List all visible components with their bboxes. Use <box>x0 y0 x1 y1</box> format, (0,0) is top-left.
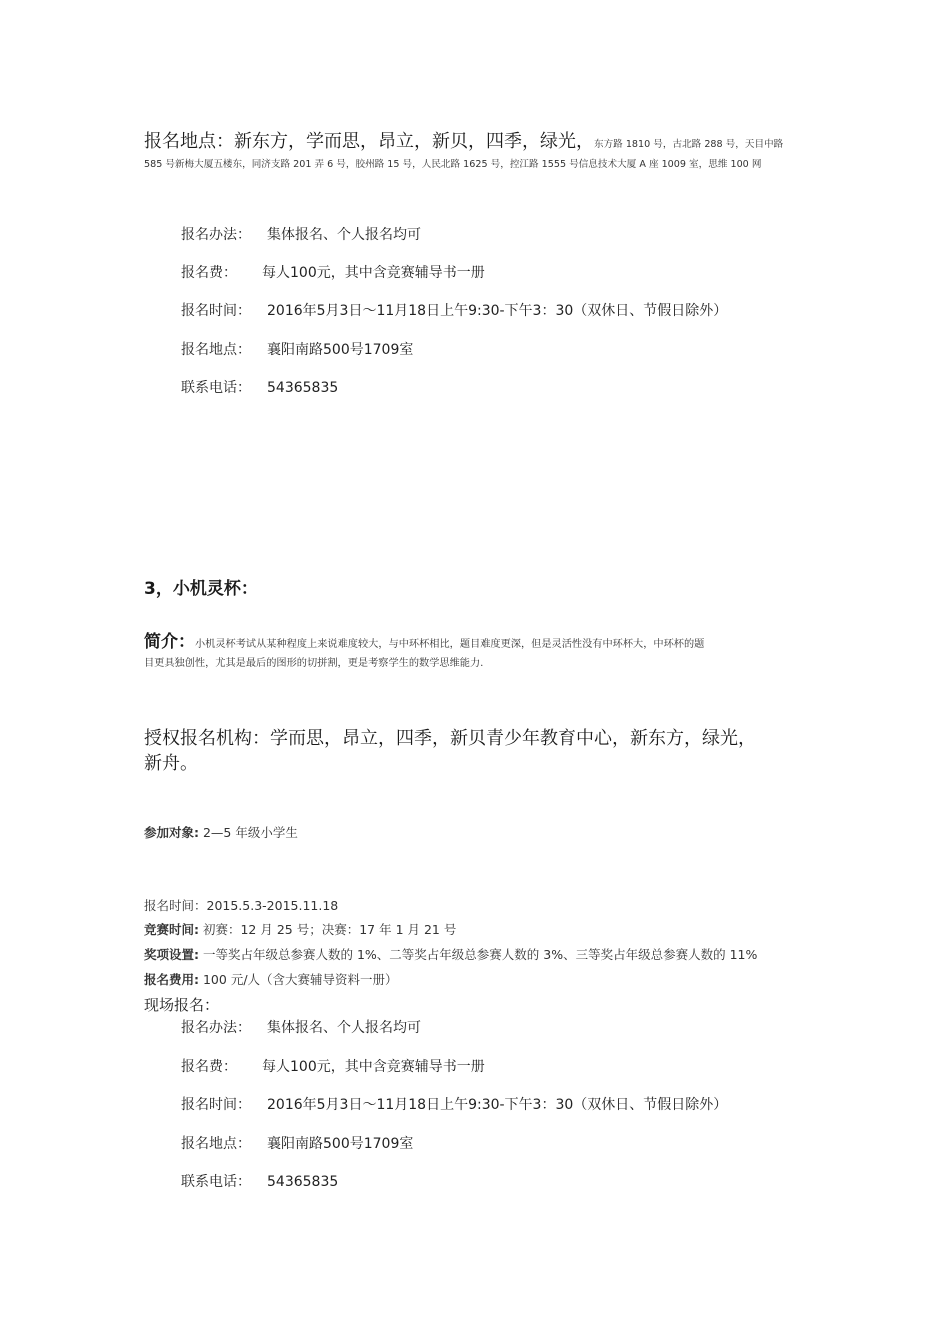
reg1-phone <box>181 377 338 397</box>
reg2-time-value: 2016年5月3日～11月18日上午9:30-下午3：30（双休日、节假日除外） <box>267 1097 728 1113</box>
reg2-fee-label: 报名费： <box>181 1059 237 1075</box>
reg1-method-value: 集体报名、个人报名均可 <box>267 227 421 243</box>
reg2-method <box>181 1017 421 1037</box>
contest-value: 初赛：12 月 25 号；决赛：17 年 1 月 21 号 <box>202 922 457 937</box>
reg2-phone-value: 54365835 <box>267 1174 339 1190</box>
reg1-fee <box>181 262 485 282</box>
contest-row <box>144 920 456 938</box>
reg2-time <box>181 1094 727 1114</box>
fee-row <box>144 970 398 988</box>
award-label: 奖项设置: <box>144 947 199 962</box>
reg1-place <box>181 339 413 359</box>
contest-label: 竞赛时间: <box>144 922 199 937</box>
reg1-time-value: 2016年5月3日～11月18日上午9:30-下午3：30（双休日、节假日除外） <box>267 303 728 319</box>
onsite-label: 现场报名： <box>144 996 220 1014</box>
reg2-place-value: 襄阳南路500号1709室 <box>267 1136 414 1152</box>
reg2-fee-value: 每人100元，其中含竞赛辅导书一册 <box>262 1059 485 1075</box>
reg2-phone <box>181 1171 338 1191</box>
reg1-method-label: 报名办法： <box>181 227 251 243</box>
award-value: 一等奖占年级总参赛人数的 1%、二等奖占年级总参赛人数的 3%、三等奖占年级总参赛人数的 11% <box>202 947 758 962</box>
reg1-time <box>181 300 727 320</box>
reg2-fee <box>181 1056 485 1076</box>
reg2-place-label: 报名地点： <box>181 1136 251 1152</box>
section-title: 3，小机灵杯： <box>144 579 258 599</box>
target-label: 参加对象: <box>144 825 199 840</box>
reg1-phone-label: 联系电话： <box>181 380 251 396</box>
intro-line-1 <box>144 627 704 652</box>
intro-label: 简介： <box>144 632 195 652</box>
reg1-place-value: 襄阳南路500号1709室 <box>267 342 414 358</box>
intro-text-1: 小机灵杯考试从某种程度上来说难度较大，与中环杯相比，题目难度更深，但是灵活性没有中环杯大，中环杯的题 <box>195 639 705 650</box>
reg2-phone-label: 联系电话： <box>181 1174 251 1190</box>
location-heading <box>144 127 783 153</box>
reg-time-row: 报名时间：2015.5.3-2015.11.18 <box>144 898 339 913</box>
fee-label: 报名费用: <box>144 972 199 987</box>
reg1-time-label: 报名时间： <box>181 303 251 319</box>
fee-value: 100 元/人（含大赛辅导资料一册） <box>202 972 398 987</box>
addresses-line-1: 东方路 1810 号，古北路 288 号，天目中路 <box>594 139 784 150</box>
intro-text-2: 目更具独创性，尤其是最后的图形的切拼割，更是考察学生的数学思维能力. <box>144 658 484 669</box>
reg1-fee-value: 每人100元，其中含竞赛辅导书一册 <box>262 265 485 281</box>
reg2-method-value: 集体报名、个人报名均可 <box>267 1020 421 1036</box>
reg1-fee-label: 报名费： <box>181 265 237 281</box>
target-value: 2—5 年级小学生 <box>202 825 298 840</box>
reg1-place-label: 报名地点： <box>181 342 251 358</box>
award-row <box>144 945 757 963</box>
reg2-place <box>181 1133 413 1153</box>
addresses-line-2: 585 号新梅大厦五楼东，同济支路 201 弄 6 号，胶州路 15 号，人民北路 1625 号，控江路 1555 号信息技术大厦 A 座 1009 室，思维 100 网 <box>144 159 762 170</box>
reg2-time-label: 报名时间： <box>181 1097 251 1113</box>
authorized-line-2: 新舟。 <box>144 753 198 774</box>
reg1-method <box>181 224 421 244</box>
reg1-phone-value: 54365835 <box>267 380 339 396</box>
authorized-line-1: 授权报名机构：学而思，昂立，四季，新贝青少年教育中心，新东方，绿光， <box>144 728 756 749</box>
target-row <box>144 823 298 841</box>
location-heading-text: 报名地点：新东方，学而思，昂立，新贝，四季，绿光， <box>144 131 594 152</box>
reg2-method-label: 报名办法： <box>181 1020 251 1036</box>
